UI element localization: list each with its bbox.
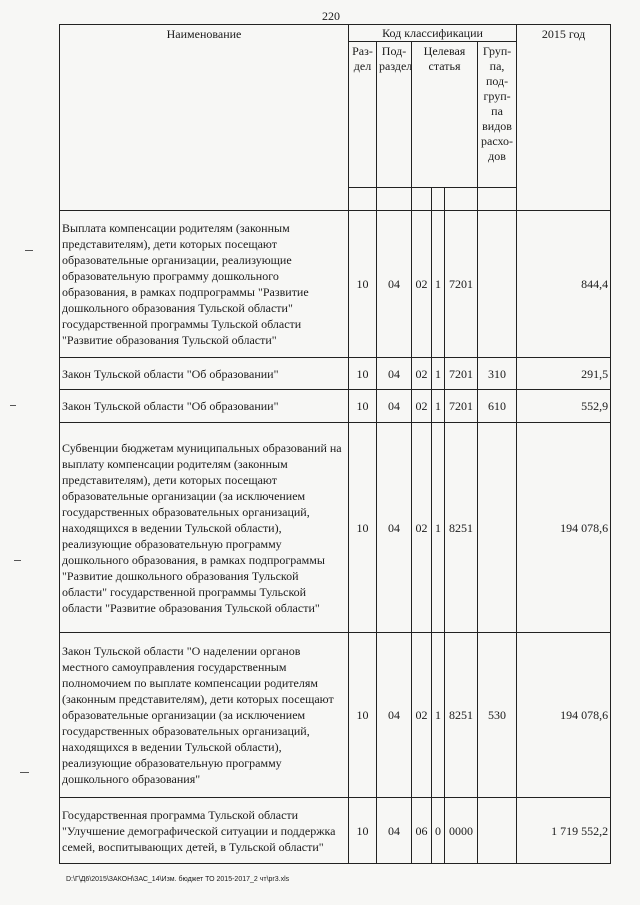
row-cs3: 7201 [445, 390, 478, 423]
row-podrazdel: 04 [377, 633, 412, 798]
table-row [60, 358, 611, 390]
row-vid: 610 [478, 390, 517, 423]
row-razdel: 10 [349, 390, 377, 423]
row-razdel: 10 [349, 423, 377, 633]
row-cs1: 02 [412, 358, 432, 390]
header-section: Раз-дел [349, 42, 377, 188]
row-amount: 1 719 552,2 [517, 798, 611, 864]
row-vid [478, 423, 517, 633]
row-cs3: 8251 [445, 633, 478, 798]
header-sub-spacer [432, 188, 445, 211]
row-name: Закон Тульской области "О наделении органов местного самоуправления государственным полномочием по выплате компенсации родителям (законным представителям), дети которых посещают образовательные организации (за исключением государственных образовательных организаций, находящихся в ведении Тульской области), реализующие образовательную программу дошкольного образования" [60, 633, 349, 798]
margin-mark [25, 250, 33, 251]
row-vid: 310 [478, 358, 517, 390]
page-number: 220 [322, 9, 340, 23]
row-amount: 194 078,6 [517, 423, 611, 633]
row-cs1: 02 [412, 423, 432, 633]
row-cs1: 02 [412, 633, 432, 798]
row-cs2: 1 [432, 358, 445, 390]
header-sub-spacer [445, 188, 478, 211]
header-classification: Код классификации [349, 25, 517, 42]
row-name: Выплата компенсации родителям (законным представителям), дети которых посещают образовательные организации, реализующие образовательную программу дошкольного образования, в рамках подпрограммы "Развитие дошкольного образования Тульской области" государственной программы Тульской области "Развитие образования Тульской области" [60, 211, 349, 358]
row-name: Закон Тульской области "Об образовании" [60, 390, 349, 423]
budget-table [59, 24, 611, 864]
table-row [60, 390, 611, 423]
row-cs2: 0 [432, 798, 445, 864]
row-podrazdel: 04 [377, 798, 412, 864]
row-razdel: 10 [349, 211, 377, 358]
row-name: Субвенции бюджетам муниципальных образований на выплату компенсации родителям (законным представителям), дети которых посещают образовательные организации (за исключением государственных образовательных организаций, находящихся в ведении Тульской области), реализующие образовательную программу дошкольного образования, в рамках подпрограммы "Развитие дошкольного образования Тульской области" государственной программы Тульской области "Развитие образования Тульской области" [60, 423, 349, 633]
row-vid: 530 [478, 633, 517, 798]
header-name: Наименование [60, 25, 349, 211]
row-cs1: 06 [412, 798, 432, 864]
header-subsection: Под-раздел [377, 42, 412, 188]
row-amount: 552,9 [517, 390, 611, 423]
margin-mark [10, 405, 16, 406]
margin-mark [14, 560, 21, 561]
row-cs2: 1 [432, 633, 445, 798]
row-podrazdel: 04 [377, 423, 412, 633]
file-path-footer: D:\Г\Д6\2015\ЗАКОН\ЗАС_14\Изм. бюджет ТО 2015-2017_2 чт\pr3.xls [66, 876, 290, 883]
row-cs3: 7201 [445, 211, 478, 358]
row-amount: 291,5 [517, 358, 611, 390]
row-name: Государственная программа Тульской области "Улучшение демографической ситуации и поддержка семей, воспитывающих детей, в Тульской области" [60, 798, 349, 864]
row-cs3: 0000 [445, 798, 478, 864]
row-podrazdel: 04 [377, 390, 412, 423]
margin-mark [20, 772, 29, 773]
header-sub-spacer [349, 188, 377, 211]
header-sub-spacer [478, 188, 517, 211]
header-year: 2015 год [517, 25, 611, 211]
row-podrazdel: 04 [377, 358, 412, 390]
row-razdel: 10 [349, 798, 377, 864]
table-row [60, 633, 611, 798]
table-row [60, 211, 611, 358]
row-cs1: 02 [412, 390, 432, 423]
row-cs3: 8251 [445, 423, 478, 633]
row-razdel: 10 [349, 358, 377, 390]
table-row [60, 798, 611, 864]
row-podrazdel: 04 [377, 211, 412, 358]
header-expense-group: Груп-па, под-груп-па видов расхо-дов [478, 42, 517, 188]
header-sub-spacer [377, 188, 412, 211]
header-sub-spacer [412, 188, 432, 211]
row-cs2: 1 [432, 390, 445, 423]
row-razdel: 10 [349, 633, 377, 798]
row-amount: 194 078,6 [517, 633, 611, 798]
row-vid [478, 798, 517, 864]
header-target-article: Целевая статья [412, 42, 478, 188]
row-cs2: 1 [432, 211, 445, 358]
row-cs2: 1 [432, 423, 445, 633]
row-vid [478, 211, 517, 358]
row-amount: 844,4 [517, 211, 611, 358]
row-name: Закон Тульской области "Об образовании" [60, 358, 349, 390]
row-cs3: 7201 [445, 358, 478, 390]
table-row [60, 423, 611, 633]
row-cs1: 02 [412, 211, 432, 358]
